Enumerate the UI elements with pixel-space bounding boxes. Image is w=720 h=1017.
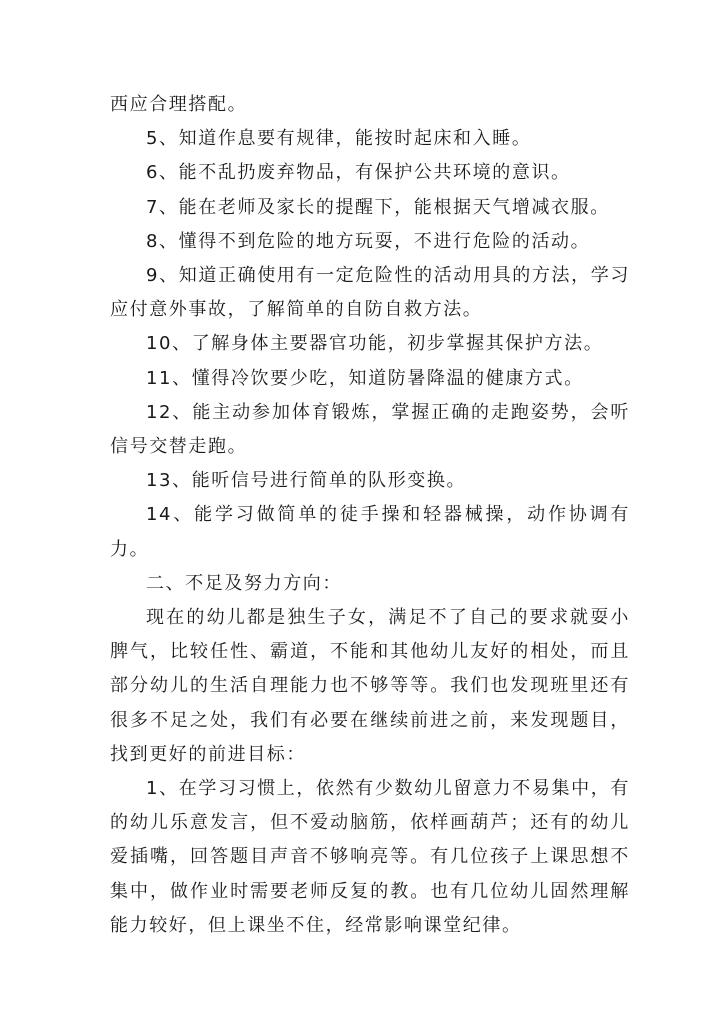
paragraph-item-8: 8、懂得不到危险的地方玩耍，不进行危险的活动。 <box>146 230 591 252</box>
paragraph-intro: 现在的幼儿都是独生子女，满足不了自己的要求就耍小脾气，比较任性、霸道，不能和其他幼儿友好的相处，而且部分幼儿的生活自理能力也不够等等。我们也发现班里还有很多不足之处，我们有必要在继续前进之前，来发现题目，找到更好的前进目标： <box>110 607 630 765</box>
paragraph-item-5: 5、知道作息要有规律，能按时起床和入睡。 <box>146 128 532 150</box>
paragraph-item-11: 11、懂得冷饮要少吃，知道防暑降温的健康方式。 <box>146 367 584 389</box>
paragraph-item-14: 14、能学习做简单的徒手操和轻器械操，动作协调有力。 <box>110 504 630 560</box>
section-heading: 二、不足及努力方向： <box>146 572 342 594</box>
paragraph-continuation: 西应合理搭配。 <box>110 94 248 115</box>
paragraph-item-9: 9、知道正确使用有一定危险性的活动用具的方法，学习应付意外事故，了解简单的自防自救方法。 <box>110 265 630 321</box>
paragraph-item-7: 7、能在老师及家长的提醒下，能根据天气增减衣服。 <box>146 196 610 218</box>
paragraph-item-6: 6、能不乱扔废弃物品，有保护公共环境的意识。 <box>146 162 571 184</box>
document-body <box>110 88 630 943</box>
paragraph-point-1: 1、在学习习惯上，依然有少数幼儿留意力不易集中，有的幼儿乐意发言，但不爱动脑筋，依样画葫芦；还有的幼儿爱插嘴，回答题目声音不够响亮等。有几位孩子上课思想不集中，做作业时需要老师反复的教。也有几位幼儿固然理解能力较好，但上课坐不住，经常影响课堂纪律。 <box>110 778 630 936</box>
paragraph-item-13: 13、能听信号进行简单的队形变换。 <box>146 470 467 492</box>
paragraph-item-10: 10、了解身体主要器官功能，初步掌握其保护方法。 <box>146 333 604 355</box>
paragraph-item-12: 12、能主动参加体育锻炼，掌握正确的走跑姿势，会听信号交替走跑。 <box>110 401 630 458</box>
